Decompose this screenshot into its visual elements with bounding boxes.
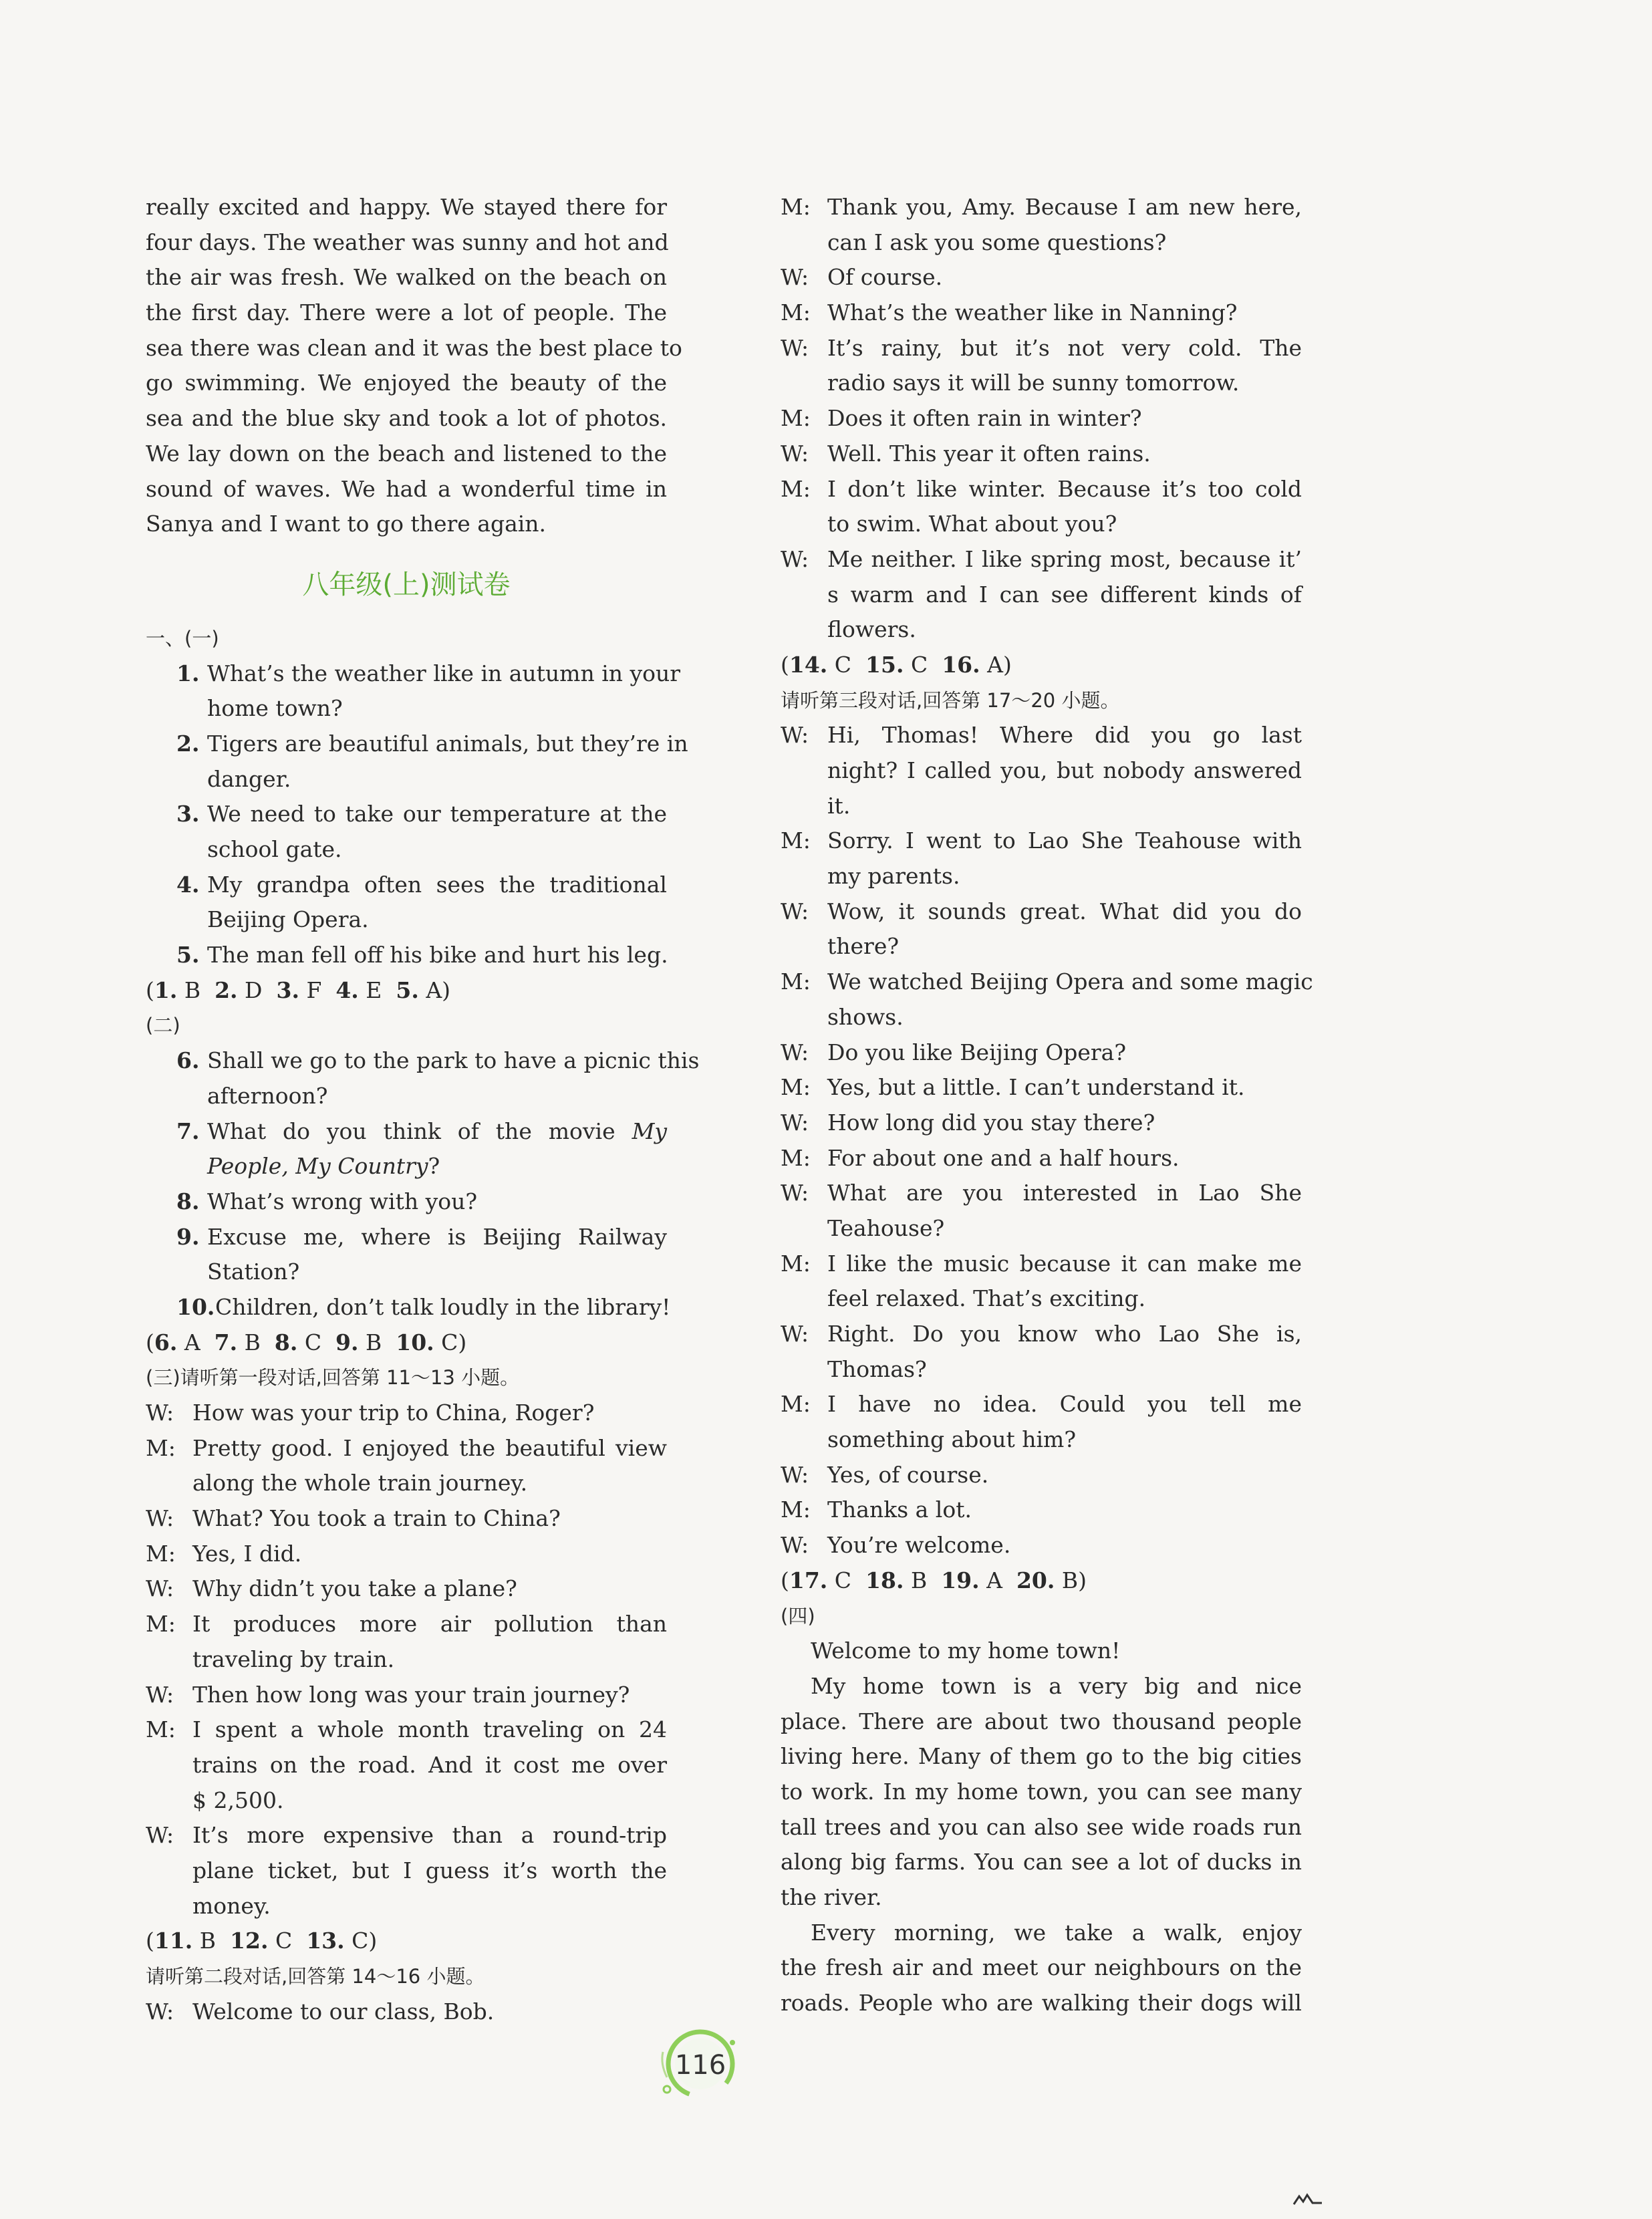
left-column (146, 190, 700, 2029)
speaker: W: (146, 1681, 174, 1708)
intro-line: the first day. There were a lot of people. The (146, 299, 667, 326)
part3c-label: 请听第三段对话,回答第 17～20 小题。 (781, 688, 1120, 712)
answer-letter: C (834, 651, 852, 678)
intro-line: We lay down on the beach and listened to the (146, 440, 667, 467)
dialog-line: s warm and I can see different kinds of (827, 581, 1302, 608)
passage-line: tall trees and you can also see wide roads run (781, 1813, 1302, 1840)
dialog-text: Well. This year it often rains. (827, 440, 1151, 467)
dialog-text: Thank you, Amy. Because I am new here, (827, 194, 1302, 220)
part2-label: (二) (146, 1014, 180, 1037)
dialog-line (781, 1176, 1302, 1211)
dialog-line (781, 1247, 1302, 1282)
speaker: M: (781, 827, 811, 854)
part3b-label: 请听第二段对话,回答第 14～16 小题。 (146, 1965, 485, 1988)
answer-key-3: (11. B 12. C 13. C) (146, 1928, 378, 1954)
answer-letter: A (986, 1567, 1002, 1593)
dialog-text: It’s more expensive than a round-trip (192, 1822, 667, 1849)
dialog-text: What are you interested in Lao She (827, 1180, 1302, 1206)
dialog-text: Of course. (827, 264, 943, 291)
question-10 (146, 1290, 671, 1325)
speaker: M: (781, 1250, 811, 1277)
dialog-line: it. (827, 792, 851, 819)
answer-number: 20. (1016, 1567, 1055, 1593)
passage-line: the river. (781, 1884, 882, 1910)
dialog-line: $ 2,500. (192, 1787, 284, 1813)
speaker: M: (781, 405, 811, 432)
passage-title: Welcome to my home town! (811, 1638, 1121, 1664)
passage-line: place. There are about two thousand people (781, 1708, 1302, 1734)
question-4-cont (146, 902, 667, 938)
intro-line: sound of waves. We had a wonderful time in (146, 475, 667, 502)
answer-number: 10. (396, 1329, 434, 1355)
passage-line: to work. In my home town, you can see many (781, 1778, 1302, 1805)
question-3 (146, 797, 667, 832)
question-text: What do you think of the movie (207, 1118, 615, 1144)
intro-line: sea and the blue sky and took a lot of photos. (146, 405, 667, 432)
dialog-line: radio says it will be sunny tomorrow. (827, 370, 1240, 396)
question-6-cont (146, 1079, 667, 1114)
dialog-text: I don’t like winter. Because it’s too cold (827, 475, 1302, 502)
question-text: Shall we go to the park to have a picnic this (207, 1047, 700, 1074)
intro-line: sea there was clean and it was the best place to (146, 334, 682, 361)
question-text: danger. (207, 765, 291, 792)
page-number-badge (647, 2025, 754, 2105)
dialog-line (781, 436, 1302, 472)
answer-letter: E (366, 976, 382, 1003)
passage-line: roads. People who are walking their dogs will (781, 1990, 1302, 2016)
dialog-line (146, 1818, 667, 1853)
dialog-line: along the whole train journey. (192, 1470, 528, 1496)
answer-letter: B (184, 976, 201, 1003)
question-text: We need to take our temperature at the (207, 801, 667, 827)
intro-line: go swimming. We enjoyed the beauty of the (146, 370, 667, 396)
dialog-line (781, 331, 1302, 366)
dialog-text: What? You took a train to China? (192, 1505, 561, 1532)
question-1-cont (146, 691, 667, 727)
speaker: M: (781, 299, 811, 326)
question-7 (146, 1114, 667, 1150)
question-text: My grandpa often sees the traditional (207, 871, 667, 898)
dialog-line: can I ask you some questions? (827, 229, 1167, 255)
speaker: M: (146, 1611, 176, 1638)
dialog-line (781, 401, 1302, 436)
question-number: 2. (176, 730, 200, 757)
answer-key-4: (14. C 15. C 16. A) (781, 651, 1012, 678)
speaker: W: (781, 1461, 809, 1488)
answer-letter: B (1061, 1567, 1079, 1593)
dialog-line (781, 1035, 1302, 1071)
dialog-text: You’re welcome. (827, 1532, 1011, 1559)
speaker: M: (781, 1496, 811, 1523)
speaker: M: (781, 1144, 811, 1171)
question-text: Beijing Opera. (207, 906, 369, 933)
dialog-line: Teahouse? (827, 1214, 945, 1241)
dialog-text: Yes, but a little. I can’t understand it. (827, 1074, 1245, 1101)
passage-line: living here. Many of them go to the big cities (781, 1743, 1302, 1770)
question-text: What’s the weather like in autumn in your (207, 660, 681, 686)
dialog-line (781, 295, 1302, 331)
speaker: W: (146, 1505, 174, 1532)
speaker: W: (781, 1321, 809, 1347)
page-number: 116 (674, 2050, 726, 2081)
question-number: 9. (176, 1223, 200, 1250)
answer-key-5: (17. C 18. B 19. A 20. B) (781, 1567, 1087, 1593)
question-2-cont (146, 762, 667, 797)
dialog-line (781, 718, 1302, 753)
question-number: 7. (176, 1118, 200, 1144)
dialog-line (781, 894, 1302, 930)
part1-label: 一、(一) (146, 626, 219, 650)
question-text: afternoon? (207, 1082, 328, 1109)
dialog-line (781, 472, 1302, 507)
dialog-line: Thomas? (827, 1355, 927, 1382)
question-4 (146, 868, 667, 903)
dialog-line (781, 260, 1302, 295)
movie-title: People, My Country (207, 1153, 428, 1180)
speaker: W: (781, 898, 809, 924)
answer-number: 2. (215, 976, 238, 1003)
dialog-text: Me neither. I like spring most, because it’ (827, 545, 1302, 572)
dialog-line: plane ticket, but I guess it’s worth the (192, 1857, 667, 1883)
dialog-line (146, 1571, 667, 1607)
dialog-text: Right. Do you know who Lao She is, (827, 1321, 1302, 1347)
question-text: The man fell off his bike and hurt his leg. (207, 942, 668, 968)
dialog-line (781, 823, 1302, 859)
question-9 (146, 1220, 667, 1255)
dialog-text: I have no idea. Could you tell me (827, 1391, 1302, 1418)
intro-line: Sanya and I want to go there again. (146, 511, 547, 537)
speaker: M: (146, 1540, 176, 1567)
dialog-line: shows. (827, 1003, 904, 1030)
dialog-line (781, 542, 1302, 577)
dialog-text: For about one and a half hours. (827, 1144, 1180, 1171)
dialog-text: I spent a whole month traveling on 24 (192, 1716, 667, 1743)
answer-letter: A (184, 1329, 200, 1355)
speaker: M: (781, 194, 811, 220)
dialog-line (146, 1431, 667, 1466)
question-number: 8. (176, 1188, 200, 1214)
speaker: W: (781, 1039, 809, 1065)
question-1 (146, 656, 681, 692)
dialog-text: Hi, Thomas! Where did you go last (827, 722, 1302, 749)
passage-line: Every morning, we take a walk, enjoy (811, 1919, 1302, 1946)
question-number: 1. (176, 660, 200, 686)
question-3-cont (146, 832, 667, 868)
answer-letter: A (987, 651, 1003, 678)
answer-letter: A (426, 976, 442, 1003)
speaker: W: (781, 722, 809, 749)
intro-line: four days. The weather was sunny and hot and (146, 229, 669, 255)
answer-number: 14. (789, 651, 828, 678)
answer-key-1: (1. B 2. D 3. F 4. E 5. A) (146, 976, 451, 1003)
answer-letter: B (366, 1329, 382, 1355)
speaker: W: (781, 1109, 809, 1136)
question-number: 6. (176, 1047, 200, 1074)
question-text: ? (428, 1153, 440, 1180)
intro-line: the air was fresh. We walked on the beach on (146, 264, 667, 291)
answer-number: 6. (154, 1329, 178, 1355)
answer-number: 5. (396, 976, 419, 1003)
question-number: 4. (176, 871, 200, 898)
part4-label: (四) (781, 1604, 815, 1627)
dialog-line: night? I called you, but nobody answered (827, 757, 1302, 783)
answer-letter: B (910, 1567, 928, 1593)
passage-line: the fresh air and meet our neighbours on the (781, 1954, 1302, 1981)
answer-number: 11. (154, 1928, 193, 1954)
answer-number: 15. (865, 651, 904, 678)
dialog-line: there? (827, 933, 900, 960)
dialog-line (781, 1387, 1302, 1422)
question-text: school gate. (207, 836, 342, 862)
answer-letter: C (275, 1928, 293, 1954)
speaker: W: (781, 1532, 809, 1559)
dialog-line (781, 1528, 1302, 1563)
section-title: 八年级(上)测试卷 (302, 569, 511, 600)
question-6 (146, 1043, 700, 1079)
answer-number: 7. (214, 1329, 238, 1355)
dialog-text: Pretty good. I enjoyed the beautiful view (192, 1434, 667, 1461)
speaker: M: (781, 475, 811, 502)
dialog-text: Yes, I did. (192, 1540, 302, 1567)
question-text: Station? (207, 1259, 300, 1285)
question-text: Tigers are beautiful animals, but they’re in (207, 730, 688, 757)
dialog-line: to swim. What about you? (827, 511, 1117, 537)
speaker: W: (146, 1822, 174, 1849)
dialog-text: It produces more air pollution than (192, 1611, 667, 1638)
answer-letter: B (244, 1329, 261, 1355)
speaker: W: (781, 334, 809, 361)
answer-number: 16. (942, 651, 980, 678)
question-number: 10. (176, 1293, 215, 1320)
answer-number: 17. (789, 1567, 828, 1593)
question-number: 5. (176, 942, 200, 968)
question-8 (146, 1184, 667, 1220)
dialog-line (781, 1141, 1302, 1176)
dialog-line: flowers. (827, 616, 916, 643)
dialog-text: We watched Beijing Opera and some magic (827, 968, 1313, 995)
speaker: M: (781, 968, 811, 995)
dialog-line: trains on the road. And it cost me over (192, 1751, 667, 1778)
question-9-cont (146, 1255, 667, 1290)
dialog-line (781, 1492, 1302, 1528)
answer-number: 1. (154, 976, 178, 1003)
dialog-line (146, 1501, 667, 1537)
dialog-text: Sorry. I went to Lao She Teahouse with (827, 827, 1302, 854)
answer-letter: C (441, 1329, 458, 1355)
answer-number: 19. (941, 1567, 980, 1593)
answer-number: 18. (865, 1567, 904, 1593)
dialog-line (781, 1317, 1302, 1352)
dialog-line: traveling by train. (192, 1646, 395, 1672)
answer-letter: C (304, 1329, 322, 1355)
dialog-text: How was your trip to China, Roger? (192, 1400, 595, 1426)
answer-number: 12. (230, 1928, 269, 1954)
dialog-text: Yes, of course. (827, 1461, 989, 1488)
dialog-line: my parents. (827, 863, 960, 890)
speaker: W: (781, 1180, 809, 1206)
speaker: M: (146, 1434, 176, 1461)
dialog-line (146, 1607, 667, 1642)
speaker: M: (781, 1391, 811, 1418)
question-text: Children, don’t talk loudly in the library! (215, 1293, 671, 1320)
speaker: W: (146, 1998, 174, 2025)
speaker: W: (781, 264, 809, 291)
answer-letter: C (834, 1567, 852, 1593)
speaker: W: (781, 440, 809, 467)
part3-label: (三)请听第一段对话,回答第 11～13 小题。 (146, 1366, 520, 1390)
answer-number: 4. (335, 976, 359, 1003)
question-number: 3. (176, 801, 200, 827)
dialog-text: Thanks a lot. (827, 1496, 972, 1523)
answer-number: 13. (306, 1928, 345, 1954)
dialog-text: It’s rainy, but it’s not very cold. The (827, 334, 1302, 361)
answer-key-2: (6. A 7. B 8. C 9. B 10. C) (146, 1329, 467, 1355)
dialog-line: feel relaxed. That’s exciting. (827, 1285, 1146, 1312)
dialog-line (781, 1070, 1302, 1105)
question-5 (146, 938, 667, 973)
answer-number: 9. (335, 1329, 359, 1355)
question-7-cont (146, 1149, 667, 1184)
speaker: M: (146, 1716, 176, 1743)
answer-letter: F (306, 976, 322, 1003)
question-text: home town? (207, 695, 343, 722)
speaker: M: (781, 1074, 811, 1101)
dialog-line (781, 190, 1302, 225)
dialog-line (781, 1458, 1302, 1493)
dialog-text: I like the music because it can make me (827, 1250, 1302, 1277)
dialog-line (781, 964, 1313, 1000)
answer-number: 8. (274, 1329, 298, 1355)
dialog-line (146, 1678, 667, 1713)
question-text: Excuse me, where is Beijing Railway (207, 1223, 667, 1250)
dialog-line (146, 1396, 667, 1431)
answer-letter: C (352, 1928, 369, 1954)
dialog-text: Why didn’t you take a plane? (192, 1575, 517, 1602)
dialog-line (146, 1537, 667, 1572)
answer-letter: B (199, 1928, 217, 1954)
dialog-text: Welcome to our class, Bob. (192, 1998, 495, 2025)
answer-letter: D (245, 976, 263, 1003)
question-2 (146, 727, 688, 762)
movie-title: My (632, 1118, 667, 1144)
dialog-line (781, 1105, 1302, 1141)
dialog-text: Do you like Beijing Opera? (827, 1039, 1127, 1065)
intro-line: really excited and happy. We stayed there for (146, 194, 667, 220)
dialog-text: Then how long was your train journey? (192, 1681, 630, 1708)
corner-mark-icon (1292, 2192, 1323, 2206)
dialog-line (146, 1712, 667, 1748)
answer-number: 3. (276, 976, 299, 1003)
dialog-text: What’s the weather like in Nanning? (827, 299, 1238, 326)
speaker: W: (146, 1575, 174, 1602)
answer-letter: C (910, 651, 928, 678)
dialog-line (146, 1994, 667, 2030)
dialog-text: Does it often rain in winter? (827, 405, 1142, 432)
dialog-text: How long did you stay there? (827, 1109, 1155, 1136)
passage-line: along big farms. You can see a lot of ducks in (781, 1849, 1302, 1875)
speaker: W: (146, 1400, 174, 1426)
question-text: What’s wrong with you? (207, 1188, 478, 1214)
passage-line: My home town is a very big and nice (811, 1672, 1302, 1699)
dialog-line: something about him? (827, 1426, 1077, 1453)
dialog-line: money. (192, 1892, 271, 1919)
dialog-text: Wow, it sounds great. What did you do (827, 898, 1302, 924)
right-column (781, 190, 1313, 2021)
speaker: W: (781, 545, 809, 572)
